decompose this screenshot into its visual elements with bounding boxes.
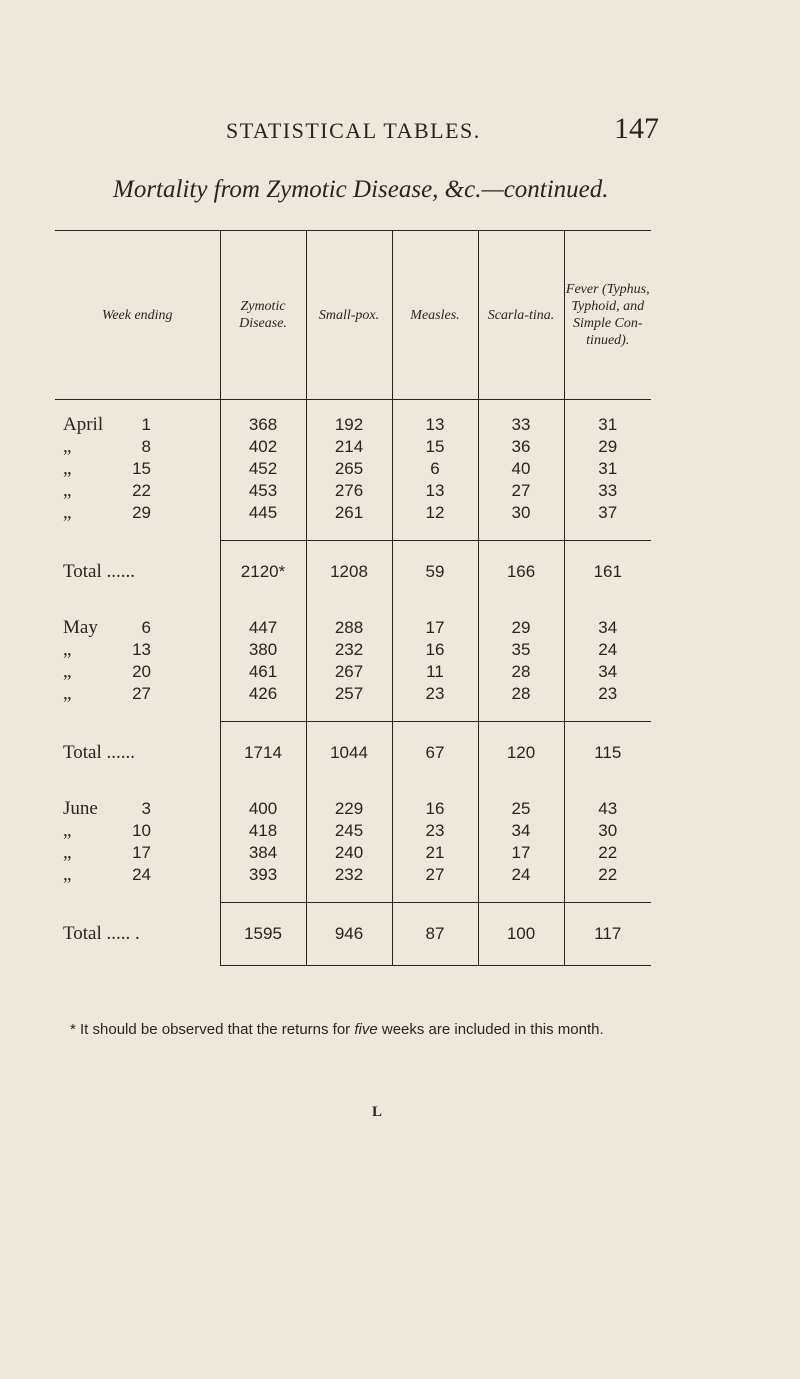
value-cell: 393 bbox=[220, 864, 306, 886]
value-cell: 12 bbox=[392, 502, 478, 524]
spacer-cell bbox=[306, 784, 392, 798]
value-cell: 245 bbox=[306, 820, 392, 842]
table-row bbox=[55, 798, 651, 820]
table-row bbox=[55, 661, 651, 683]
spacer-cell bbox=[564, 784, 651, 798]
week-cell bbox=[55, 842, 220, 864]
spacer-cell bbox=[392, 524, 478, 541]
table-caption: Mortality from Zymotic Disease, &c.—continued. bbox=[113, 176, 609, 203]
value-cell: 33 bbox=[564, 480, 651, 502]
value-cell: 25 bbox=[478, 798, 564, 820]
spacer-cell bbox=[564, 886, 651, 903]
spacer-cell bbox=[220, 603, 306, 617]
spacer-cell bbox=[55, 524, 220, 541]
day-label: 24 bbox=[132, 865, 151, 884]
table-row bbox=[55, 414, 651, 436]
value-cell: 15 bbox=[392, 436, 478, 458]
spacer-row bbox=[55, 784, 651, 798]
spacer-cell bbox=[55, 784, 220, 798]
week-cell bbox=[55, 458, 220, 480]
value-cell: 400 bbox=[220, 798, 306, 820]
value-cell: 452 bbox=[220, 458, 306, 480]
day-label: 13 bbox=[132, 640, 151, 659]
value-cell: 380 bbox=[220, 639, 306, 661]
day-label: 8 bbox=[141, 437, 151, 456]
value-cell: 21 bbox=[392, 842, 478, 864]
month-label: „ bbox=[63, 639, 72, 660]
footnote bbox=[50, 1020, 690, 1040]
total-value: 1595 bbox=[220, 903, 306, 966]
spacer-cell bbox=[306, 603, 392, 617]
value-cell: 31 bbox=[564, 414, 651, 436]
spacer-cell bbox=[306, 400, 392, 415]
day-label: 29 bbox=[132, 503, 151, 522]
spacer-cell bbox=[478, 400, 564, 415]
value-cell: 40 bbox=[478, 458, 564, 480]
value-cell: 261 bbox=[306, 502, 392, 524]
total-value: 67 bbox=[392, 722, 478, 785]
spacer-cell bbox=[478, 524, 564, 541]
week-cell bbox=[55, 639, 220, 661]
table-body bbox=[55, 400, 651, 966]
month-label: „ bbox=[63, 480, 72, 501]
day-label: 27 bbox=[132, 684, 151, 703]
spacer-row bbox=[55, 524, 651, 541]
total-label: Total ...... bbox=[63, 560, 136, 582]
spacer-cell bbox=[220, 705, 306, 722]
month-label: „ bbox=[63, 864, 72, 885]
spacer-row bbox=[55, 886, 651, 903]
week-cell bbox=[55, 480, 220, 502]
signature-mark: L bbox=[372, 1104, 383, 1120]
table-row bbox=[55, 639, 651, 661]
week-cell bbox=[55, 414, 220, 436]
spacer-row bbox=[55, 603, 651, 617]
total-value: 115 bbox=[564, 722, 651, 785]
spacer-cell bbox=[478, 705, 564, 722]
table-row bbox=[55, 502, 651, 524]
week-cell bbox=[55, 798, 220, 820]
value-cell: 447 bbox=[220, 617, 306, 639]
total-value: 59 bbox=[392, 541, 478, 604]
value-cell: 23 bbox=[392, 683, 478, 705]
day-label: 6 bbox=[141, 618, 151, 637]
table-row bbox=[55, 864, 651, 886]
value-cell: 35 bbox=[478, 639, 564, 661]
value-cell: 23 bbox=[392, 820, 478, 842]
month-label: June bbox=[63, 798, 98, 819]
value-cell: 13 bbox=[392, 480, 478, 502]
spacer-cell bbox=[392, 400, 478, 415]
total-value: 100 bbox=[478, 903, 564, 966]
spacer-cell bbox=[220, 784, 306, 798]
month-label: „ bbox=[63, 458, 72, 479]
day-label: 1 bbox=[141, 415, 151, 434]
total-row bbox=[55, 541, 651, 604]
value-cell: 288 bbox=[306, 617, 392, 639]
spacer-cell bbox=[306, 886, 392, 903]
table-header bbox=[55, 231, 651, 400]
total-value: 1044 bbox=[306, 722, 392, 785]
spacer-cell bbox=[564, 524, 651, 541]
value-cell: 453 bbox=[220, 480, 306, 502]
value-cell: 29 bbox=[478, 617, 564, 639]
value-cell: 43 bbox=[564, 798, 651, 820]
total-value: 120 bbox=[478, 722, 564, 785]
value-cell: 22 bbox=[564, 864, 651, 886]
month-label: „ bbox=[63, 502, 72, 523]
value-cell: 24 bbox=[478, 864, 564, 886]
total-value: 2120* bbox=[220, 541, 306, 604]
running-title: STATISTICAL TABLES. bbox=[226, 118, 481, 143]
spacer-cell bbox=[564, 705, 651, 722]
table-row bbox=[55, 683, 651, 705]
value-cell: 276 bbox=[306, 480, 392, 502]
value-cell: 36 bbox=[478, 436, 564, 458]
column-header: Small-pox. bbox=[306, 231, 392, 400]
value-cell: 24 bbox=[564, 639, 651, 661]
footnote-text: * It should be observed that the returns for bbox=[70, 1021, 355, 1038]
total-value: 117 bbox=[564, 903, 651, 966]
day-label: 22 bbox=[132, 481, 151, 500]
value-cell: 257 bbox=[306, 683, 392, 705]
value-cell: 17 bbox=[392, 617, 478, 639]
value-cell: 6 bbox=[392, 458, 478, 480]
value-cell: 28 bbox=[478, 683, 564, 705]
spacer-cell bbox=[220, 400, 306, 415]
table-row bbox=[55, 820, 651, 842]
page-header bbox=[0, 112, 800, 152]
spacer-cell bbox=[392, 886, 478, 903]
spacer-cell bbox=[478, 784, 564, 798]
mortality-table bbox=[55, 230, 651, 966]
total-row bbox=[55, 722, 651, 785]
column-header: Measles. bbox=[392, 231, 478, 400]
value-cell: 23 bbox=[564, 683, 651, 705]
total-value: 1208 bbox=[306, 541, 392, 604]
value-cell: 267 bbox=[306, 661, 392, 683]
value-cell: 426 bbox=[220, 683, 306, 705]
day-label: 15 bbox=[132, 459, 151, 478]
table-row bbox=[55, 480, 651, 502]
week-cell bbox=[55, 617, 220, 639]
value-cell: 232 bbox=[306, 639, 392, 661]
week-cell bbox=[55, 683, 220, 705]
total-value: 166 bbox=[478, 541, 564, 604]
spacer-cell bbox=[564, 603, 651, 617]
spacer-row bbox=[55, 400, 651, 415]
total-label: Total ..... . bbox=[63, 923, 140, 944]
value-cell: 461 bbox=[220, 661, 306, 683]
value-cell: 37 bbox=[564, 502, 651, 524]
day-label: 20 bbox=[132, 662, 151, 681]
spacer-cell bbox=[478, 886, 564, 903]
spacer-cell bbox=[55, 603, 220, 617]
value-cell: 240 bbox=[306, 842, 392, 864]
page-number: 147 bbox=[614, 112, 659, 145]
value-cell: 192 bbox=[306, 414, 392, 436]
value-cell: 418 bbox=[220, 820, 306, 842]
spacer-cell bbox=[564, 400, 651, 415]
value-cell: 27 bbox=[392, 864, 478, 886]
week-cell bbox=[55, 502, 220, 524]
week-cell bbox=[55, 820, 220, 842]
value-cell: 384 bbox=[220, 842, 306, 864]
value-cell: 27 bbox=[478, 480, 564, 502]
value-cell: 28 bbox=[478, 661, 564, 683]
total-value: 946 bbox=[306, 903, 392, 966]
spacer-cell bbox=[392, 705, 478, 722]
month-label: April bbox=[63, 414, 104, 435]
value-cell: 11 bbox=[392, 661, 478, 683]
month-label: „ bbox=[63, 842, 72, 863]
week-cell bbox=[55, 864, 220, 886]
month-label: May bbox=[63, 617, 98, 638]
total-row bbox=[55, 903, 651, 966]
week-cell bbox=[55, 661, 220, 683]
total-label: Total ...... bbox=[63, 741, 136, 763]
spacer-cell bbox=[306, 524, 392, 541]
table-row bbox=[55, 617, 651, 639]
value-cell: 17 bbox=[478, 842, 564, 864]
total-value: 87 bbox=[392, 903, 478, 966]
value-cell: 265 bbox=[306, 458, 392, 480]
value-cell: 229 bbox=[306, 798, 392, 820]
total-value: 161 bbox=[564, 541, 651, 604]
month-label: „ bbox=[63, 436, 72, 457]
value-cell: 33 bbox=[478, 414, 564, 436]
value-cell: 16 bbox=[392, 798, 478, 820]
day-label: 3 bbox=[141, 799, 151, 818]
column-header: Zymotic Disease. bbox=[220, 231, 306, 400]
value-cell: 402 bbox=[220, 436, 306, 458]
spacer-cell bbox=[220, 886, 306, 903]
table-row bbox=[55, 842, 651, 864]
footnote-emphasis: five bbox=[354, 1021, 378, 1038]
table-row bbox=[55, 458, 651, 480]
value-cell: 31 bbox=[564, 458, 651, 480]
spacer-cell bbox=[55, 886, 220, 903]
month-label: „ bbox=[63, 683, 72, 704]
value-cell: 232 bbox=[306, 864, 392, 886]
value-cell: 29 bbox=[564, 436, 651, 458]
value-cell: 445 bbox=[220, 502, 306, 524]
day-label: 10 bbox=[132, 821, 151, 840]
value-cell: 214 bbox=[306, 436, 392, 458]
value-cell: 30 bbox=[478, 502, 564, 524]
value-cell: 22 bbox=[564, 842, 651, 864]
table-row bbox=[55, 436, 651, 458]
value-cell: 34 bbox=[478, 820, 564, 842]
spacer-cell bbox=[55, 400, 220, 415]
month-label: „ bbox=[63, 661, 72, 682]
footnote-text-end: weeks are included in this month. bbox=[377, 1021, 604, 1038]
total-value: 1714 bbox=[220, 722, 306, 785]
value-cell: 368 bbox=[220, 414, 306, 436]
spacer-cell bbox=[392, 603, 478, 617]
value-cell: 16 bbox=[392, 639, 478, 661]
spacer-cell bbox=[220, 524, 306, 541]
value-cell: 34 bbox=[564, 617, 651, 639]
spacer-cell bbox=[306, 705, 392, 722]
spacer-cell bbox=[392, 784, 478, 798]
value-cell: 34 bbox=[564, 661, 651, 683]
week-cell bbox=[55, 436, 220, 458]
column-header: Scarla-tina. bbox=[478, 231, 564, 400]
spacer-cell bbox=[55, 705, 220, 722]
column-header: Fever (Typhus, Typhoid, and Simple Con-tinued). bbox=[564, 231, 651, 400]
spacer-row bbox=[55, 705, 651, 722]
spacer-cell bbox=[478, 603, 564, 617]
column-header: Week ending bbox=[55, 231, 220, 400]
day-label: 17 bbox=[132, 843, 151, 862]
month-label: „ bbox=[63, 820, 72, 841]
value-cell: 13 bbox=[392, 414, 478, 436]
value-cell: 30 bbox=[564, 820, 651, 842]
